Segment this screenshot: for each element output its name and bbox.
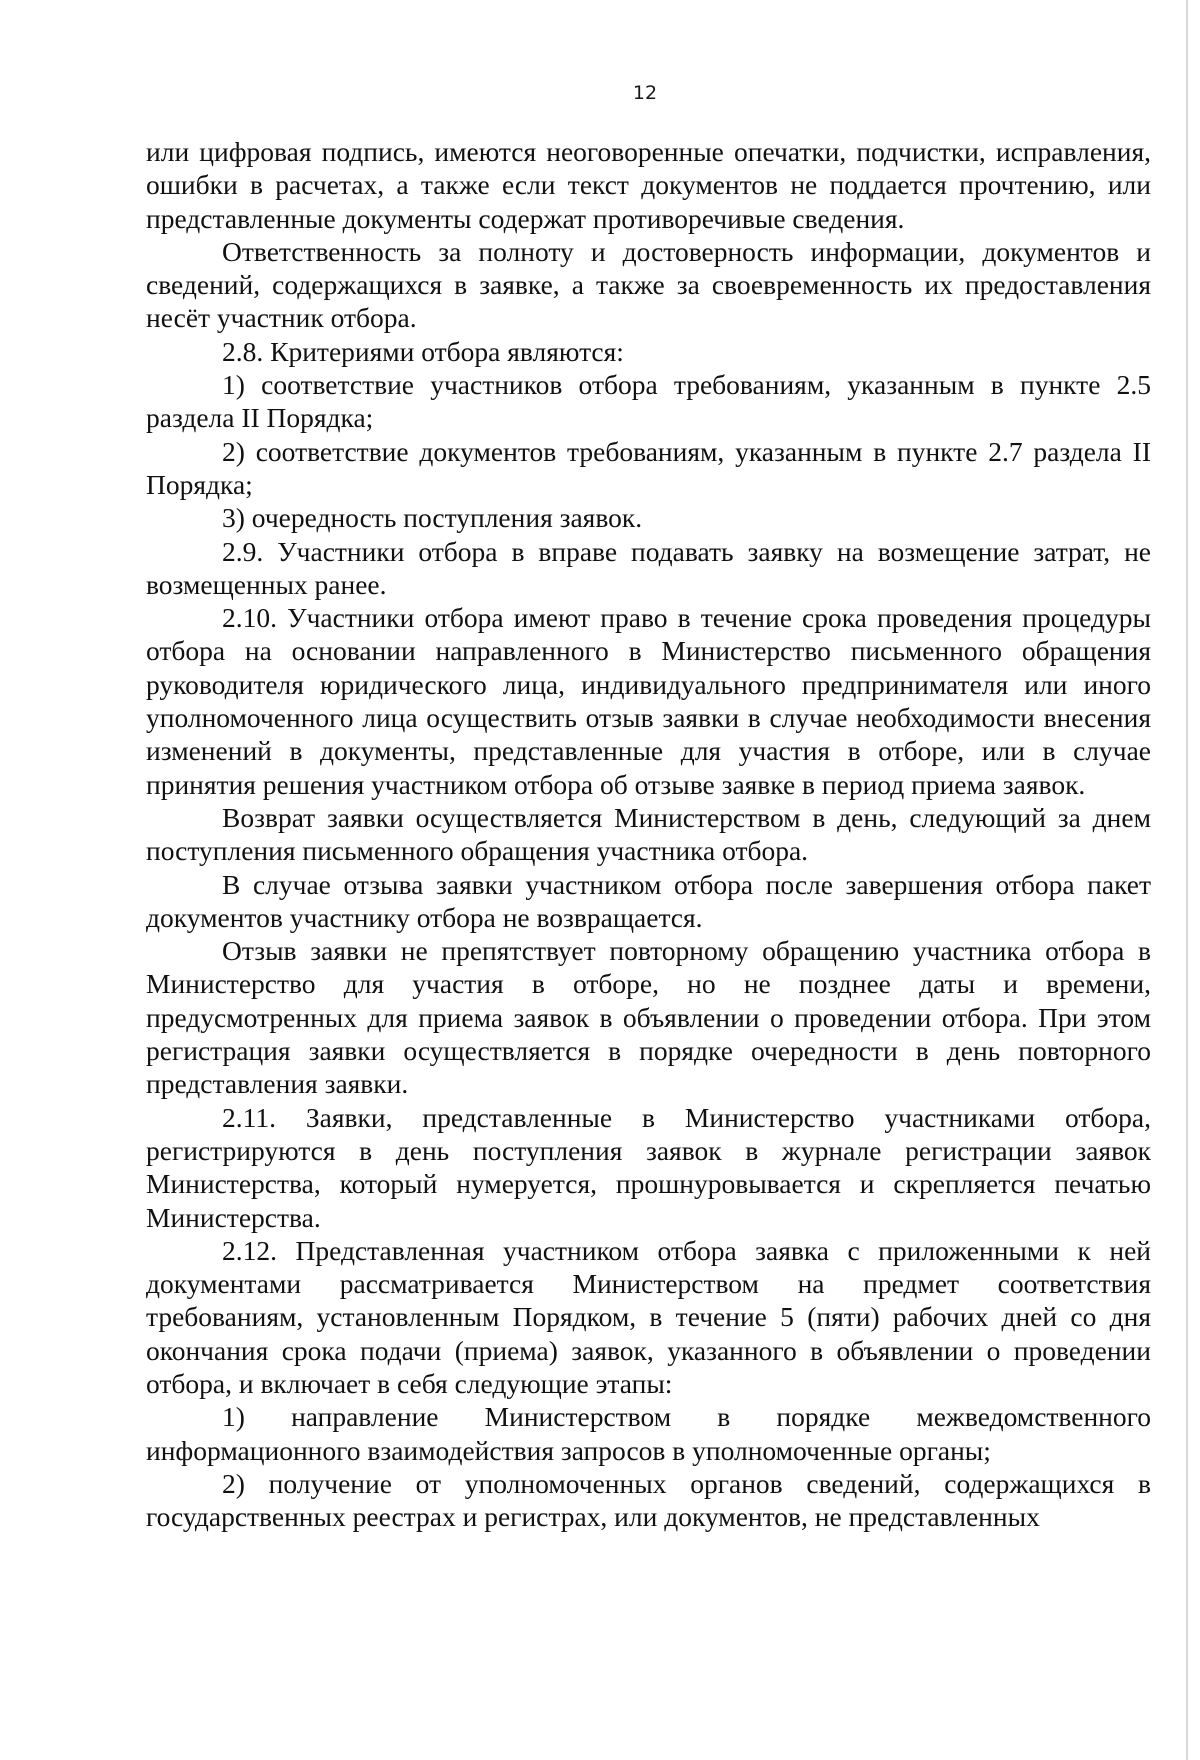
paragraph-responsibility: Ответственность за полноту и достоверность информации, документов и сведений, содержащихся в заявке, а также за своевременность их предоставления несёт участник отбора. bbox=[146, 235, 1151, 334]
list-item-stage-1: 1) направление Министерством в порядке межведомственного информационного взаимодействия запросов в уполномоченные органы; bbox=[146, 1401, 1151, 1466]
list-item-stage-2: 2) получение от уполномоченных органов сведений, содержащихся в государственных реестрах и регистрах, или документов, не представленных bbox=[146, 1467, 1151, 1533]
list-item-criterion-2: 2) соответствие документов требованиям, указанным в пункте 2.7 раздела II Порядка; bbox=[146, 435, 1151, 500]
paragraph-2-10: 2.10. Участники отбора имеют право в течение срока проведения процедуры отбора на основании направленного в Министерство письменного обращения руководителя юридического лица, индивидуального предпринимателя или иного уполномоченного лица осуществить отзыв заявки в случае необходимости внесения изменений в документы, представленные для участия в отборе, или в случае принятия решения участником отбора об отзыве заявке в период приема заявок. bbox=[146, 602, 1151, 800]
list-item-criterion-1: 1) соответствие участников отбора требованиям, указанным в пункте 2.5 раздела II Порядка; bbox=[146, 369, 1151, 434]
paragraph-2-12: 2.12. Представленная участником отбора заявка с приложенными к ней документами рассматривается Министерством на предмет соответствия требованиям, установленным Порядком, в течение 5 (пяти) рабочих дней со дня окончания срока подачи (приема) заявок, указанного в объявлении о проведении отбора, и включает в себя следующие этапы: bbox=[146, 1234, 1151, 1399]
paragraph-withdrawal-after: В случае отзыва заявки участником отбора после завершения отбора пакет документов участнику отбора не возвращается. bbox=[146, 868, 1151, 933]
paragraph-withdrawal-repeat: Отзыв заявки не препятствует повторному обращению участника отбора в Министерство для участия в отборе, но не позднее даты и времени, предусмотренных для приема заявок в объявлении о проведении отбора. При этом регистрация заявки осуществляется в порядке очередности в день повторного представления заявки. bbox=[146, 935, 1151, 1100]
page-edge-line bbox=[1186, 0, 1188, 1760]
paragraph-2-9: 2.9. Участники отбора в вправе подавать заявку на возмещение затрат, не возмещенных ранее. bbox=[146, 535, 1151, 600]
paragraph-return: Возврат заявки осуществляется Министерством в день, следующий за днем поступления письменного обращения участника отбора. bbox=[146, 801, 1151, 867]
list-item-criterion-3: 3) очередность поступления заявок. bbox=[222, 502, 643, 534]
paragraph-2-11: 2.11. Заявки, представленные в Министерство участниками отбора, регистрируются в день поступления заявок в журнале регистрации заявок Министерства, который нумеруется, прошнуровывается и скрепляется печатью Министерства. bbox=[146, 1101, 1151, 1233]
page-number: 12 bbox=[632, 82, 658, 104]
paragraph-continuation: или цифровая подпись, имеются неоговоренные опечатки, подчистки, исправления, ошибки в расчетах, а также если текст документов не поддается прочтению, или представленные документы содержат противоречивые сведения. bbox=[146, 136, 1151, 234]
paragraph-2-8-criteria: 2.8. Критериями отбора являются: bbox=[222, 335, 624, 367]
document-body bbox=[146, 135, 1151, 1533]
